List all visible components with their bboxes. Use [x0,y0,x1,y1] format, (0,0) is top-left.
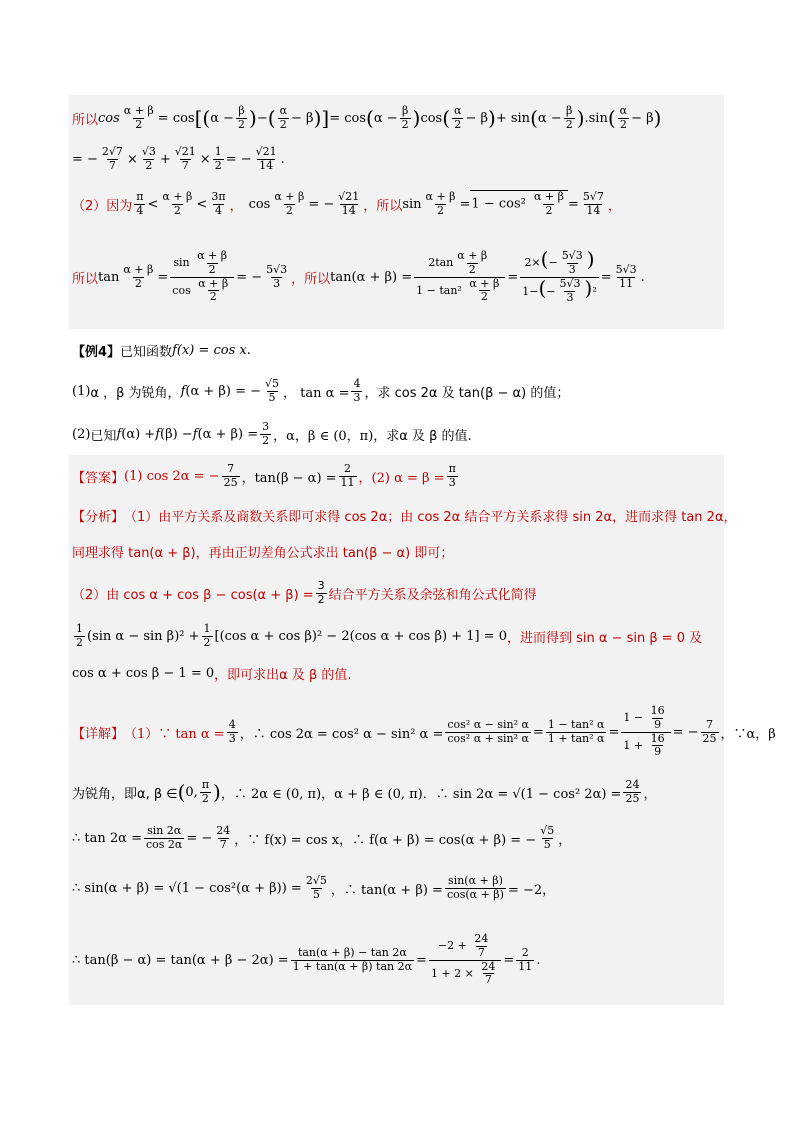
detail-line-1: 【详解】 （1）∵ tan α = $\frac{4}{3}$ ，∴ cos 2α = cos² α − sin² α = $\frac{\text{cos² α − sin² α}}{\text{cos² α + sin² α}}$ = $\frac{\text{1 − tan² α}}{\text{1 + tan² α}}$ = 1 − $\frac{16}{9}$ 1 + $\frac{16}{9}$ = − $\frac{7}{25}$ ，∵α，β [72,704,776,759]
analysis-line-2: 同理求得 tan(α + β)，再由正切差角公式求出 tan(β − α) 即可； [72,545,454,561]
analysis-line-3: （2）由 cos α + cos β − cos(α + β) = $\frac{3}{2}$ 结合平方关系及余弦和角公式化简得 [72,578,537,606]
detail-line-2: 为锐角，即α, β ∈ ( 0, $\frac{\pi}{2}$ ) ，∴ 2α ∈ (0, π)，α + β ∈ (0, π)．∴ sin 2α = √(1 − cos² 2α) = $\frac{24}{25}$ ， [72,777,657,805]
so-label: 所以 [72,112,99,128]
detail-line-3: ∴ tan 2α = $\frac{\sin 2\alpha}{\cos 2\alpha}$ = − $\frac{24}{7}$ ，∵ f(x) = cos x，∴ f(α + β) = cos(α + β) = − $\frac{√5}{5}$ ， [72,823,572,851]
example-q1: (1) α ，β 为锐角， f (α + β) = − $\frac{√5}{5}$ ， tan α = $\frac{4}{3}$ ，求 cos 2α 及 tan(β − α) 的值； [72,376,570,404]
example-title: 【例4】 已知函数 f(x) = cos x . [72,342,251,360]
solution-line-3: （2）因为 $\frac{\pi}{4}$ < $\frac{\alpha + \beta}{2}$ < $\frac{3\pi}{4}$ ， cos $\frac{\alpha + \beta}{2}$ = − $\frac{√21}{14}$ ，所以 sin $\frac{\alpha + \beta}{2}$ = 1 − cos² $\frac{\alpha + \beta}{2}$ = $\frac{5√7}{14}$ ， [72,189,621,217]
detail-line-4: ∴ sin(α + β) = √(1 − cos²(α + β)) = $\frac{2√5}{5}$ ，∴ tan(α + β) = $\frac{\sin(\alpha + \beta)}{\cos(\alpha + \beta)}$ = −2， [72,873,556,901]
example-q2: (2) 已知 f (α) + f (β) − f (α + β) = $\frac{3}{2}$ ，α，β ∈ (0，π) ，求α 及 β 的值. [72,419,472,447]
solution-line-2: = − $\frac{2√7}{7}$ × $\frac{√3}{2}$ + $\frac{√21}{7}$ × $\frac{1}{2}$ = − $\frac{√21}{14}$ . [72,144,285,172]
answer-line: 【答案】 (1) cos 2α = − $\frac{7}{25}$ ，tan(β − α) = $\frac{2}{11}$ ，(2) α = β = $\frac{\pi}{3}$ [72,461,456,489]
detail-line-5: ∴ tan(β − α) = tan(α + β − 2α) = $\frac{\tan(\alpha + \beta) - \tan 2\alpha}{1 + \tan(\alpha + \beta) \tan 2\alpha}$ = −2 + $\frac{24}{7}$ 1 + 2 × $\frac{24}{7}$ = $\frac{2}{11}$ . [72,932,541,987]
fraction: $\frac{\alpha + \beta}{2}$ [123,103,154,131]
solution-line-1: 所以 cos $\frac{\alpha + \beta}{2}$ = cos [ ( α − $\frac{\beta}{2}$ ) − ( $\frac{\alpha}{2}$ − β ) ] = cos ( α − $\frac{\beta}{2}$ ) cos ( $\frac{\alpha}{2}$ − β ) + sin ( α − $\frac{\beta}{2}$ ) .sin ( $\frac{\alpha}{2}$ − β ) [72,103,662,131]
solution-line-4: 所以 tan $\frac{\alpha + \beta}{2}$ = sin $\frac{\alpha + \beta}{2}$ cos $\frac{\alpha + \beta}{2}$ = − $\frac{5√3}{3}$ ，所以 tan(α + β) = 2tan $\frac{\alpha + \beta}{2}$ 1 − tan² $\frac{\alpha + \beta}{2}$ = 2×(− $\frac{5√3}{3}$ ) 1−(− $\frac{5√3}{3}$ )² = $\frac{5√3}{11}$ . [72,247,645,304]
analysis-line-4: $\frac{1}{2}$ (sin α − sin β)² + $\frac{1}{2}$ [(cos α + cos β)² − 2(cos α + cos β) + 1] = 0 ，进而得到 sin α − sin β = 0 及 [76,621,703,649]
analysis-line-5: cos α + cos β − 1 = 0 ，即可求出α 及 β 的值. [72,665,352,683]
analysis-line-1: 【分析】 （1）由平方关系及商数关系即可求得 cos 2α；由 cos 2α 结合平方关系求得 sin 2α，进而求得 tan 2α， [72,509,737,525]
